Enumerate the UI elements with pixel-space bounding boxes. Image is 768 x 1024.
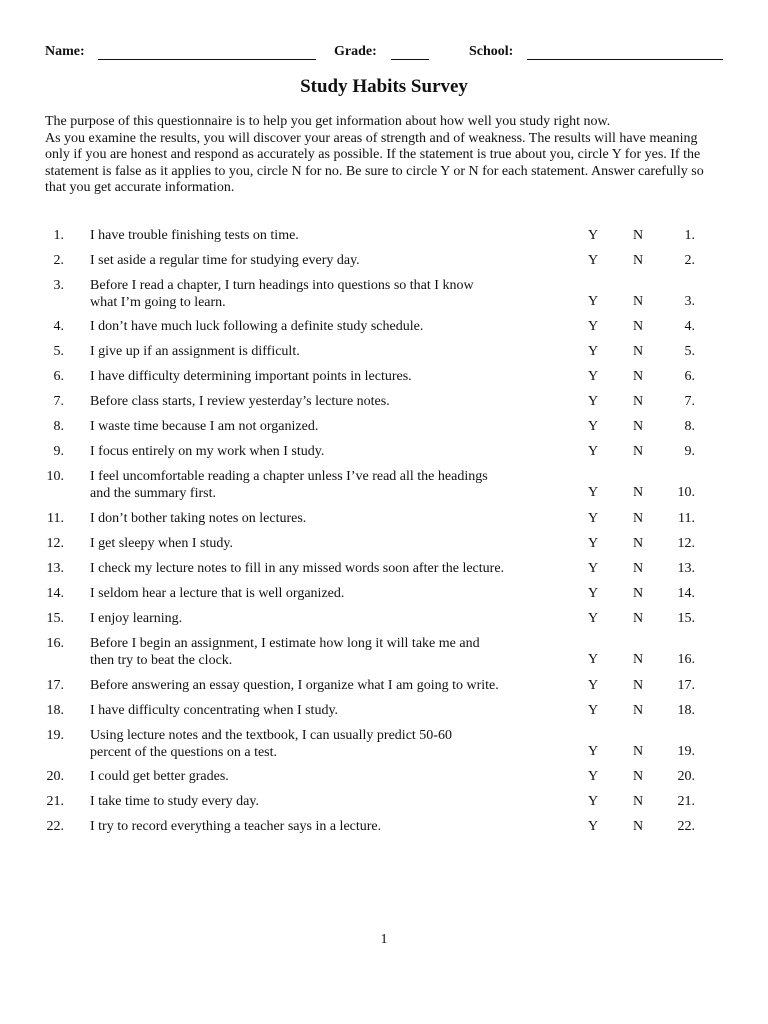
question-text: I focus entirely on my work when I study. bbox=[90, 444, 325, 459]
question-number: 22. bbox=[46, 819, 64, 834]
question-number: 18. bbox=[46, 703, 64, 718]
question-number-right: 19. bbox=[677, 744, 695, 759]
no-option[interactable]: N bbox=[632, 511, 644, 526]
yes-option[interactable]: Y bbox=[587, 369, 599, 384]
question-number: 3. bbox=[53, 278, 64, 293]
no-option[interactable]: N bbox=[632, 769, 644, 784]
question-row bbox=[0, 611, 768, 631]
school-label: School: bbox=[469, 44, 514, 59]
question-number-right: 4. bbox=[684, 319, 695, 334]
yes-option[interactable]: Y bbox=[587, 744, 599, 759]
yes-option[interactable]: Y bbox=[587, 228, 599, 243]
yes-option[interactable]: Y bbox=[587, 319, 599, 334]
question-number: 19. bbox=[46, 728, 64, 743]
question-number-right: 6. bbox=[684, 369, 695, 384]
question-row bbox=[0, 678, 768, 698]
question-row bbox=[0, 769, 768, 789]
question-number-right: 14. bbox=[677, 586, 695, 601]
question-number: 8. bbox=[53, 419, 64, 434]
no-option[interactable]: N bbox=[632, 253, 644, 268]
question-row bbox=[0, 561, 768, 581]
question-row bbox=[0, 319, 768, 339]
question-number-right: 11. bbox=[678, 511, 695, 526]
question-number: 12. bbox=[46, 536, 64, 551]
question-text: I have difficulty concentrating when I study. bbox=[90, 703, 339, 718]
question-row bbox=[0, 228, 768, 248]
question-row bbox=[0, 469, 768, 505]
yes-option[interactable]: Y bbox=[587, 611, 599, 626]
question-number: 15. bbox=[46, 611, 64, 626]
no-option[interactable]: N bbox=[632, 419, 644, 434]
no-option[interactable]: N bbox=[632, 819, 644, 834]
yes-option[interactable]: Y bbox=[587, 703, 599, 718]
question-number: 14. bbox=[46, 586, 64, 601]
question-number: 11. bbox=[47, 511, 64, 526]
question-text: I enjoy learning. bbox=[90, 611, 183, 626]
question-row bbox=[0, 253, 768, 273]
page-number: 1 bbox=[380, 932, 388, 947]
question-text: I take time to study every day. bbox=[90, 794, 259, 809]
question-number-right: 20. bbox=[677, 769, 695, 784]
question-number: 2. bbox=[53, 253, 64, 268]
question-number-right: 16. bbox=[677, 652, 695, 667]
grade-blank[interactable] bbox=[391, 59, 429, 60]
question-row bbox=[0, 511, 768, 531]
question-text: I don’t have much luck following a definite study schedule. bbox=[90, 319, 424, 334]
question-number-right: 5. bbox=[684, 344, 695, 359]
instructions-purpose: The purpose of this questionnaire is to help you get information about how well you study right now. bbox=[45, 114, 611, 129]
no-option[interactable]: N bbox=[632, 294, 644, 309]
question-number: 20. bbox=[46, 769, 64, 784]
yes-option[interactable]: Y bbox=[587, 485, 599, 500]
question-text-line1: Before I read a chapter, I turn headings into questions so that I know bbox=[90, 278, 474, 293]
yes-option[interactable]: Y bbox=[587, 294, 599, 309]
question-text: I check my lecture notes to fill in any missed words soon after the lecture. bbox=[90, 561, 505, 576]
no-option[interactable]: N bbox=[632, 344, 644, 359]
question-number: 21. bbox=[46, 794, 64, 809]
question-text: I set aside a regular time for studying every day. bbox=[90, 253, 360, 268]
question-number-right: 2. bbox=[684, 253, 695, 268]
question-number-right: 12. bbox=[677, 536, 695, 551]
no-option[interactable]: N bbox=[632, 319, 644, 334]
question-text: I waste time because I am not organized. bbox=[90, 419, 319, 434]
question-row bbox=[0, 394, 768, 414]
grade-label: Grade: bbox=[334, 44, 377, 59]
question-number-right: 7. bbox=[684, 394, 695, 409]
question-text-line2: then try to beat the clock. bbox=[90, 652, 233, 668]
no-option[interactable]: N bbox=[632, 703, 644, 718]
question-row bbox=[0, 344, 768, 364]
question-row bbox=[0, 536, 768, 556]
student-info-header bbox=[45, 44, 725, 64]
no-option[interactable]: N bbox=[632, 394, 644, 409]
question-row bbox=[0, 728, 768, 764]
no-option[interactable]: N bbox=[632, 652, 644, 667]
yes-option[interactable]: Y bbox=[587, 561, 599, 576]
question-number-right: 9. bbox=[684, 444, 695, 459]
question-row bbox=[0, 419, 768, 439]
no-option[interactable]: N bbox=[632, 794, 644, 809]
instructions bbox=[45, 114, 725, 197]
question-number-right: 15. bbox=[677, 611, 695, 626]
question-text: Before class starts, I review yesterday’s lecture notes. bbox=[90, 394, 390, 409]
question-row bbox=[0, 819, 768, 839]
question-text bbox=[90, 278, 560, 311]
question-text-line2: percent of the questions on a test. bbox=[90, 744, 278, 760]
question-row bbox=[0, 703, 768, 723]
yes-option[interactable]: Y bbox=[587, 253, 599, 268]
question-text: Before answering an essay question, I organize what I am going to write. bbox=[90, 678, 499, 693]
question-row bbox=[0, 586, 768, 606]
yes-option[interactable]: Y bbox=[587, 511, 599, 526]
question-number: 13. bbox=[46, 561, 64, 576]
question-row bbox=[0, 369, 768, 389]
question-number: 7. bbox=[53, 394, 64, 409]
question-number-right: 17. bbox=[677, 678, 695, 693]
school-blank[interactable] bbox=[527, 59, 723, 60]
question-number: 17. bbox=[46, 678, 64, 693]
question-number: 1. bbox=[53, 228, 64, 243]
question-number-right: 21. bbox=[677, 794, 695, 809]
yes-option[interactable]: Y bbox=[587, 394, 599, 409]
question-number: 10. bbox=[46, 469, 64, 484]
question-row bbox=[0, 278, 768, 314]
no-option[interactable]: N bbox=[632, 586, 644, 601]
no-option[interactable]: N bbox=[632, 611, 644, 626]
question-text bbox=[90, 469, 560, 502]
question-row bbox=[0, 794, 768, 814]
instructions-body: As you examine the results, you will discover your areas of strength and of weakness. The results will have meaning only if you are honest and respond as accurately as possible. If the statement is true about you, circle Y for yes. If the statement is false as it applies to you, circle N for no. Be sure to circle Y or N for each statement. Answer carefully so that you get accurate information. bbox=[45, 130, 704, 195]
question-text: I have difficulty determining important points in lectures. bbox=[90, 369, 412, 384]
question-number-right: 13. bbox=[677, 561, 695, 576]
no-option[interactable]: N bbox=[632, 444, 644, 459]
question-text: I seldom hear a lecture that is well organized. bbox=[90, 586, 345, 601]
question-text-line1: Before I begin an assignment, I estimate how long it will take me and bbox=[90, 636, 480, 651]
no-option[interactable]: N bbox=[632, 228, 644, 243]
question-number: 5. bbox=[53, 344, 64, 359]
question-number: 6. bbox=[53, 369, 64, 384]
question-number-right: 3. bbox=[684, 294, 695, 309]
yes-option[interactable]: Y bbox=[587, 678, 599, 693]
question-number: 9. bbox=[53, 444, 64, 459]
question-text: I try to record everything a teacher says in a lecture. bbox=[90, 819, 382, 834]
no-option[interactable]: N bbox=[632, 744, 644, 759]
yes-option[interactable]: Y bbox=[587, 536, 599, 551]
question-text: I have trouble finishing tests on time. bbox=[90, 228, 299, 243]
yes-option[interactable]: Y bbox=[587, 769, 599, 784]
question-number-right: 1. bbox=[684, 228, 695, 243]
no-option[interactable]: N bbox=[632, 678, 644, 693]
page-title: Study Habits Survey bbox=[300, 76, 468, 97]
question-number: 4. bbox=[53, 319, 64, 334]
question-number-right: 10. bbox=[677, 485, 695, 500]
question-text bbox=[90, 728, 560, 761]
question-text bbox=[90, 636, 560, 669]
yes-option[interactable]: Y bbox=[587, 794, 599, 809]
question-text: I don’t bother taking notes on lectures. bbox=[90, 511, 307, 526]
question-text-line1: Using lecture notes and the textbook, I can usually predict 50-60 bbox=[90, 728, 452, 743]
yes-option[interactable]: Y bbox=[587, 444, 599, 459]
question-text: I get sleepy when I study. bbox=[90, 536, 233, 551]
question-row bbox=[0, 444, 768, 464]
no-option[interactable]: N bbox=[632, 369, 644, 384]
yes-option[interactable]: Y bbox=[587, 586, 599, 601]
no-option[interactable]: N bbox=[632, 536, 644, 551]
question-text-line2: what I’m going to learn. bbox=[90, 294, 226, 310]
question-number-right: 8. bbox=[684, 419, 695, 434]
question-text: I give up if an assignment is difficult. bbox=[90, 344, 300, 359]
yes-option[interactable]: Y bbox=[587, 344, 599, 359]
yes-option[interactable]: Y bbox=[587, 419, 599, 434]
yes-option[interactable]: Y bbox=[587, 819, 599, 834]
question-text: I could get better grades. bbox=[90, 769, 229, 784]
name-label: Name: bbox=[45, 44, 85, 59]
question-text-line2: and the summary first. bbox=[90, 485, 216, 501]
no-option[interactable]: N bbox=[632, 485, 644, 500]
no-option[interactable]: N bbox=[632, 561, 644, 576]
yes-option[interactable]: Y bbox=[587, 652, 599, 667]
question-number-right: 18. bbox=[677, 703, 695, 718]
question-number: 16. bbox=[46, 636, 64, 651]
question-text-line1: I feel uncomfortable reading a chapter unless I’ve read all the headings bbox=[90, 469, 488, 484]
question-number-right: 22. bbox=[677, 819, 695, 834]
question-row bbox=[0, 636, 768, 672]
name-blank[interactable] bbox=[98, 59, 316, 60]
